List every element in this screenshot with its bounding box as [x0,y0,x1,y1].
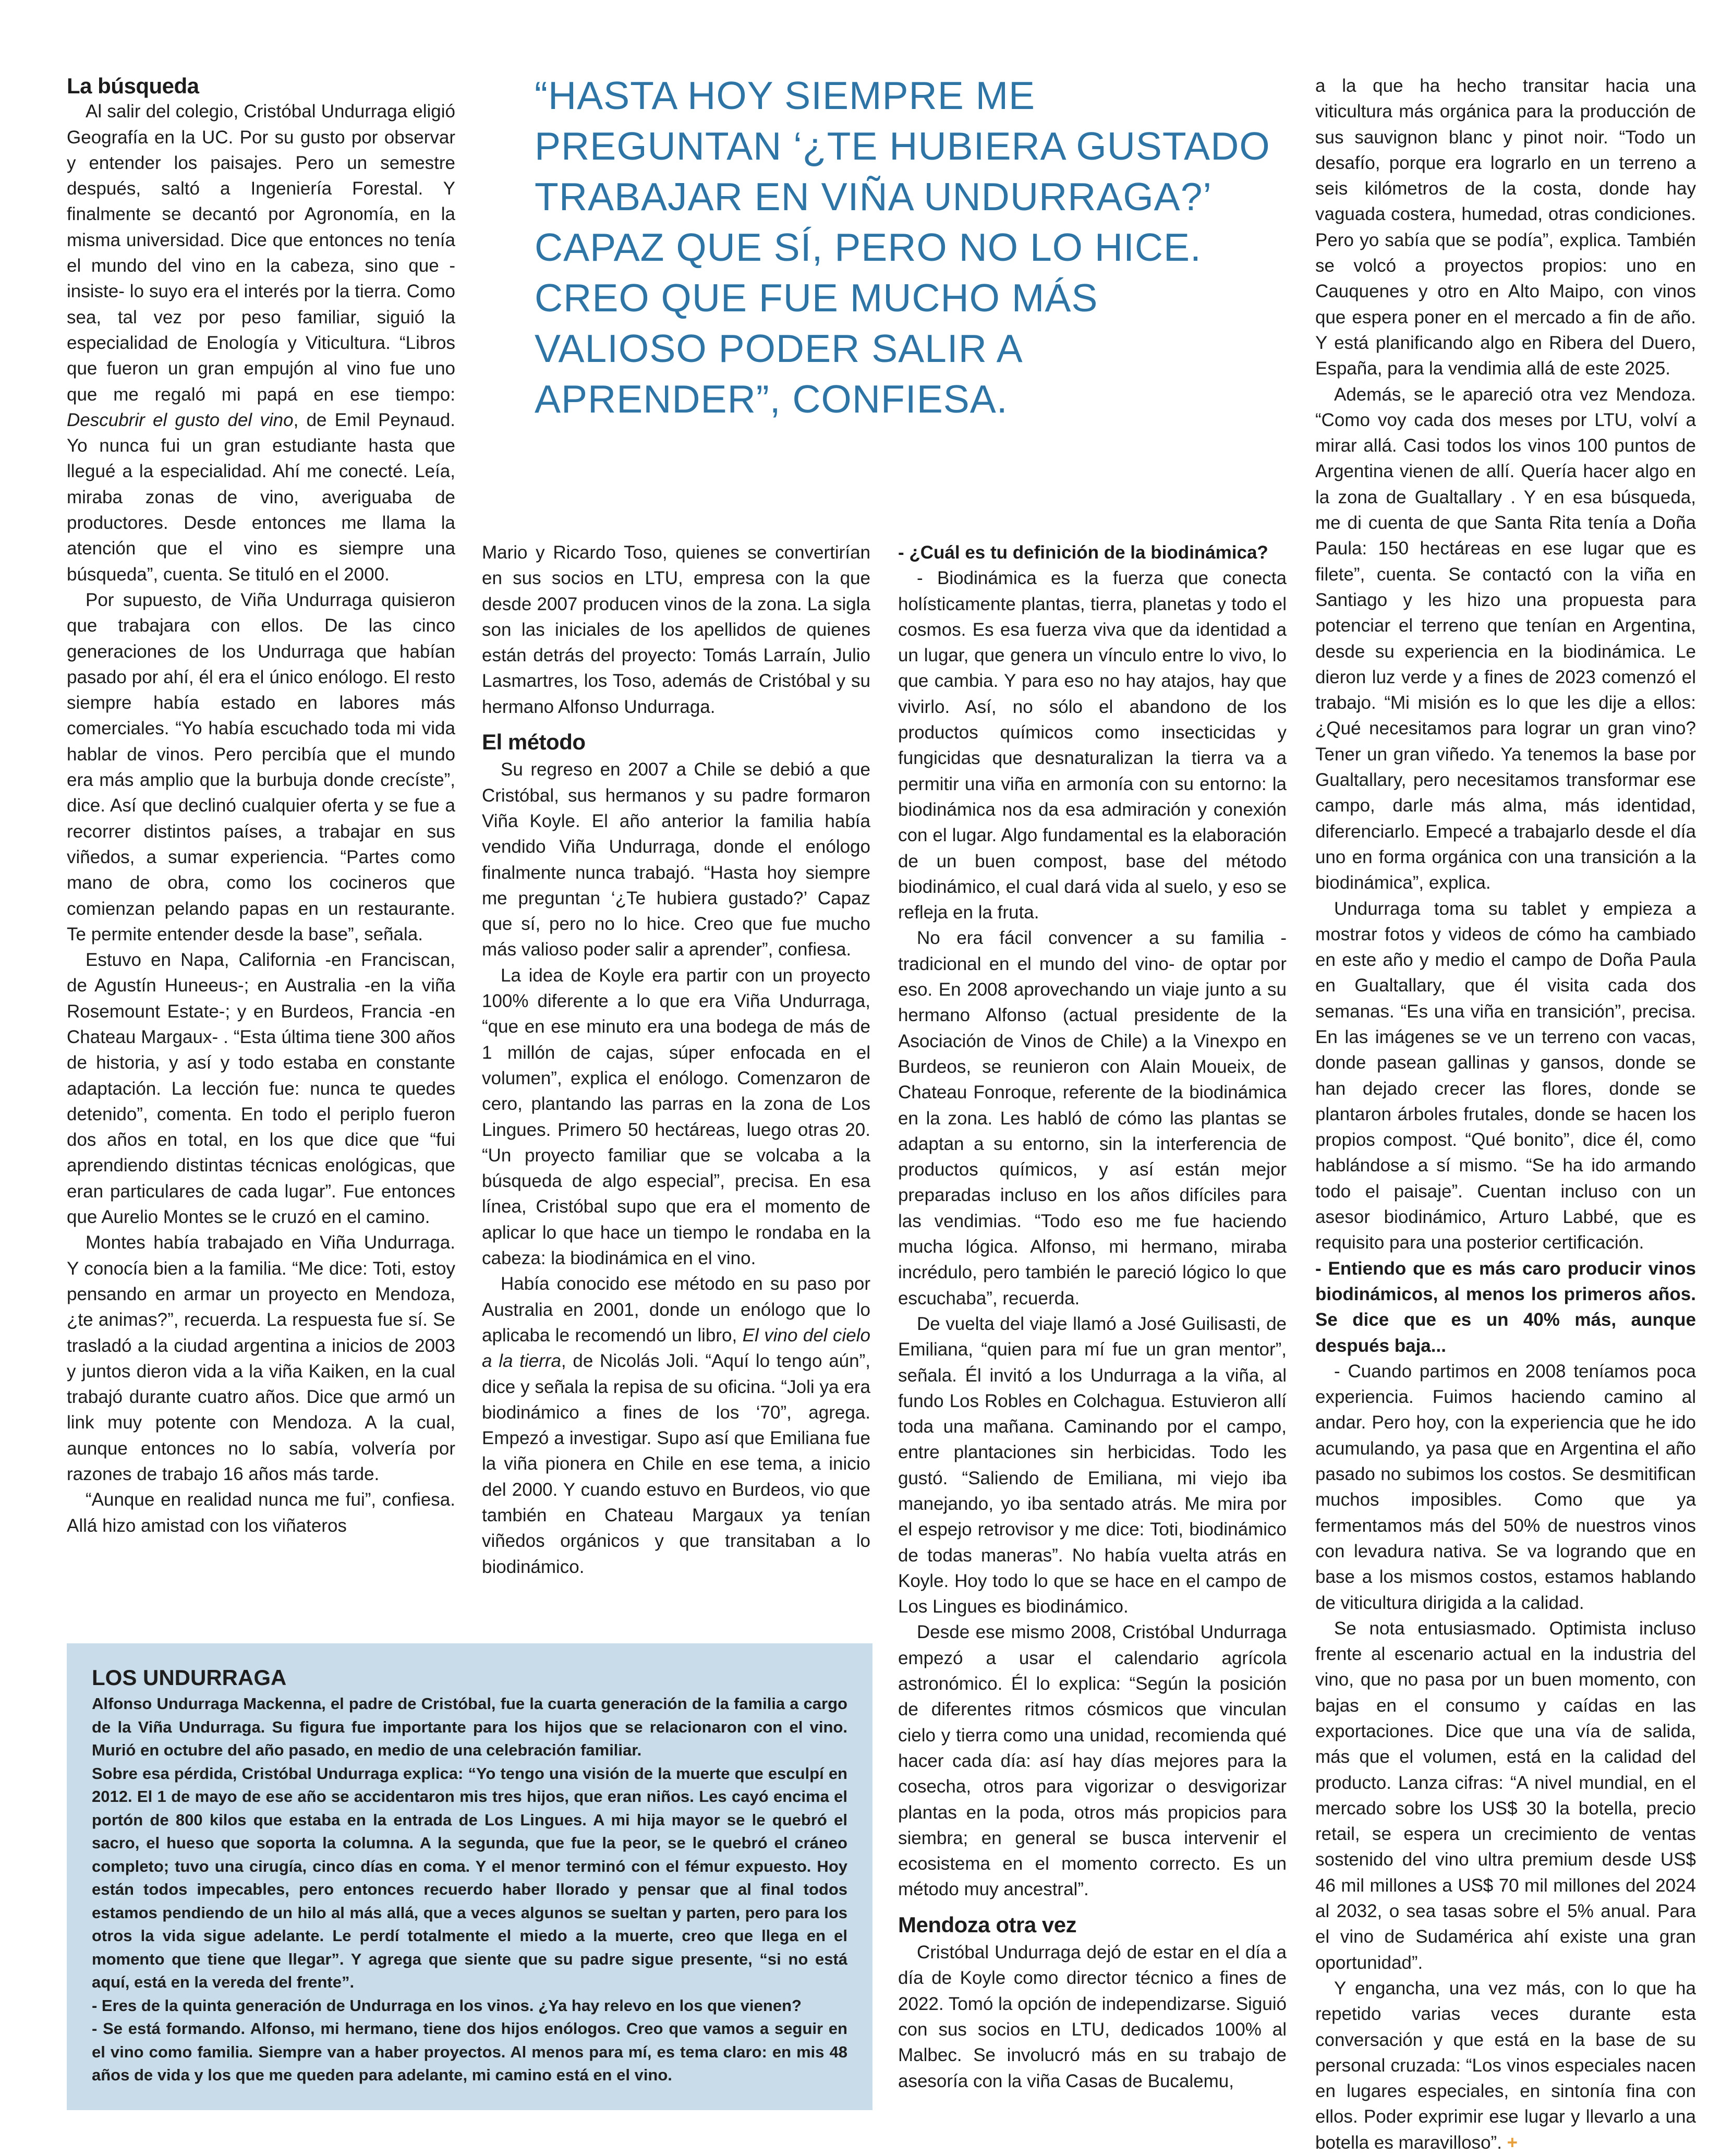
interview-question: - Entiendo que es más caro producir vinos biodinámicos, al menos los primeros años. Se dice que es un 40% más, aunque después baja... [1315,1258,1696,1356]
paragraph: Montes había trabajado en Viña Undurraga. Y conocía bien a la familia. “Me dice: Toti, estoy pensando en armar un proyecto en Mendoza, ¿te animas?”, recuerda. La respuesta fue sí. Se trasladó a la ciudad argentina a inicios de 2003 y juntos dieron vida a la viña Kaiken, en la cual trabajó durante cuatro años. Dice que armó un link muy potente con Mendoza. A la cual, aunque entonces no lo sabía, volvería por razones de trabajo 16 años más tarde. [67,1232,455,1485]
paragraph: Undurraga toma su tablet y empieza a mostrar fotos y videos de cómo ha cambiado en este año y medio el campo de Doña Paula en Gualtallary, que él visita cada dos semanas. “Es una viña en transición”, precisa. En las imágenes se ve un terreno con vacas, donde pasean gallinas y gansos, donde se han dejado crecer las flores, donde se plantaron árboles frutales, donde se hacen los propios compost. “Qué bonito”, dice él, como hablándose a sí mismo. “Se ha ido armando todo el paisaje”. Cuentan incluso con un asesor biodinámico, Arturo Labbé, que es requisito para una posterior certificación. [1315,898,1696,1253]
interview-answer: - Cuando partimos en 2008 teníamos poca experiencia. Fuimos haciendo camino al andar. Pero hoy, con la experiencia que he ido acumulando, ya pasa que en Argentina el año pasado no subimos los costos. Se desmitifican muchos imposibles. Como que ya fermentamos más del 50% de nuestros vinos con levadura nativa. Se va logrando que en base a los mismos costos, estamos hablando de viticultura dirigida a la calidad. [1315,1361,1696,1613]
paragraph: La idea de Koyle era partir con un proyecto 100% diferente a lo que era Viña Undurraga, “que en ese minuto era una bodega de más de 1 millón de cajas, súper enfocada en el volumen”, explica el enólogo. Comenzaron de cero, plantando las parras en la zona de Los Lingues. Primero 50 hectáreas, luego otras 20. “Un proyecto familiar que se volcaba a la búsqueda de algo especial”, precisa. En esa línea, Cristóbal supo que era el momento de aplicar lo que hace un tiempo le rondaba en la cabeza: la biodinámica en el vino. [482,965,870,1269]
section-heading-el-metodo: El método [482,730,586,755]
paragraph: Se nota entusiasmado. Optimista incluso frente al escenario actual en la industria del vino, que no pasa por un buen momento, con bajas en el consumo y caídas en las exportaciones. Dice que una vía de salida, más que el volumen, está en la calidad del producto. Lanza cifras: “A nivel mundial, en el mercado sobre los US$ 30 la botella, precio retail, se espera un crecimiento de ventas sostenido del vino ultra premium desde US$ 46 mil millones a US$ 70 mil millones del 2024 al 2032, o sea tasas sobre el 5% anual. Para el vino de Sudamérica ahí existe una gran oportunidad”. [1315,1618,1696,1973]
interview-answer: - Biodinámica es la fuerza que conecta holísticamente plantas, tierra, planetas y todo el cosmos. Es esa fuerza viva que da identidad a un lugar, que genera un vínculo entre lo vivo, lo que cambia. Y para eso no hay atajos, hay que vivirlo. Así, no sólo el abandono de los productos químicos como insecticidas y fungicidas que desnaturalizan la tierra va a permitir una viña en armonía con su entorno: la biodinámica nos da esa admiración y conexión con el lugar. Algo fundamental es la elaboración de un buen compost, base del método biodinámico, el cual dará vida al suelo, y eso se refleja en la fruta. [898,568,1287,923]
book-title: Descubrir el gusto del vino [67,409,294,430]
sidebar-box-los-undurraga [67,1643,872,2110]
column-4 [1315,73,1696,2155]
paragraph: Desde ese mismo 2008, Cristóbal Undurraga empezó a usar el calendario agrícola astronómico. Él lo explica: “Según la posición de diferentes ritmos cósmicos que vinculan cielo y tierra como una unidad, recomienda qué hacer cada día: así hay días mejores para la cosecha, otros para vigorizar o desvigorizar plantas en la poda, otros más propicios para siembra; en general se busca intervenir el ecosistema en el momento correcto. Es un método muy ancestral”. [898,1622,1287,1900]
paragraph: No era fácil convencer a su familia -tradicional en el mundo del vino- de optar por eso. En 2008 aprovechando un viaje junto a su hermano Alfonso (actual presidente de la Asociación de Vinos de Chile) a la Vinexpo en Burdeos, se reunieron con Alain Moueix, de Chateau Fonroque, referente de la biodinámica en la zona. Les habló de cómo las plantas se adaptan a su entorno, sin la interferencia de productos químicos, y así están mejor preparadas incluso en los años difíciles para las vendimias. “Todo eso me fue haciendo mucha lógica. Alfonso, mi hermano, miraba incrédulo, pero también le pareció lógico lo que escuchaba”, recuerda. [898,928,1287,1309]
sidebar-paragraph: Alfonso Undurraga Mackenna, el padre de Cristóbal, fue la cuarta generación de la familia a cargo de la Viña Undurraga. Su figura fue importante para los hijos que se relacionaron con el vino. Murió en octubre del año pasado, en medio de una celebración familiar. [92,1694,847,1759]
paragraph: Cristóbal Undurraga dejó de estar en el día a día de Koyle como director técnico a fines de 2022. Tomó la opción de independizarse. Siguió con sus socios en LTU, dedicados 100% al Malbec. Se involucró más en su trabajo de asesoría con la viña Casas de Bucalemu, [898,1942,1287,2091]
column-2 [482,540,870,1580]
column-3 [898,540,1287,2094]
section-heading-la-busqueda: La búsqueda [67,74,199,98]
paragraph: Mario y Ricardo Toso, quienes se convertirían en sus socios en LTU, empresa con la que desde 2007 producen vinos de la zona. La sigla son las iniciales de los apellidos de quienes están detrás del proyecto: Tomás Larraín, Julio Lasmartres, los Toso, además de Cristóbal y su hermano Alfonso Undurraga. [482,542,870,717]
interview-question: - ¿Cuál es tu definición de la biodinámica? [898,542,1268,563]
paragraph: Al salir del colegio, Cristóbal Undurraga eligió Geografía en la UC. Por su gusto por observar y entender los paisajes. Pero un semestre después, saltó a Ingeniería Forestal. Y finalmente se decantó por Agronomía, en la misma universidad. Dice que entonces no tenía el mundo del vino en la cabeza, sino que -insiste- lo suyo era el interés por la tierra. Como sea, tal vez por peso familiar, siguió la especialidad de Enología y Viticultura. “Libros que fueron un gran empujón al vino fue uno que me regaló mi papá en ese tiempo: Descubrir el gusto del vino, de Emil Peynaud. Yo nunca fui un gran estudiante hasta que llegué a la especialidad. Ahí me conecté. Leía, miraba zonas de vino, averiguaba de productores. Desde entonces me llama la atención que el vino es siempre una búsqueda”, cuenta. Se tituló en el 2000. [67,101,455,585]
sidebar-answer: - Se está formando. Alfonso, mi hermano, tiene dos hijos enólogos. Creo que vamos a seguir en el vino como familia. Siempre van a haber proyectos. Al menos para mí, es tema claro: en mis 48 años de vida y los que me queden para adelante, mi camino está en el vino. [92,2019,847,2084]
paragraph: Y engancha, una vez más, con lo que ha repetido varias veces durante esta conversación y que está en la base de su personal cruzada: “Los vinos especiales nacen en lugares especiales, en sintonía fina con ellos. Poder exprimir ese lugar y llevarlo a una botella es maravilloso”. + [1315,1978,1696,2153]
paragraph: Su regreso en 2007 a Chile se debió a que Cristóbal, sus hermanos y su padre formaron Viña Koyle. El año anterior la familia había vendido Viña Undurraga, donde el enólogo finalmente nunca trabajó. “Hasta hoy siempre me preguntan ‘¿Te hubiera gustado?’ Capaz que sí, pero no lo hice. Creo que fue mucho más valioso poder salir a aprender”, confiesa. [482,759,870,960]
paragraph: Estuvo en Napa, California -en Franciscan, de Agustín Huneeus-; en Australia -en la viña Rosemount Estate-; y en Burdeos, Francia -en Chateau Margaux- . “Esta última tiene 300 años de historia, y así y todo estaba en constante adaptación. La lección fue: nunca te quedes detenido”, comenta. En todo el periplo fueron dos años en total, en los que dice que “fui aprendiendo distintas técnicas enológicas, que eran particulares de cada lugar”. Fue entonces que Aurelio Montes se le cruzó en el camino. [67,950,455,1228]
sidebar-title: LOS UNDURRAGA [92,1665,287,1690]
paragraph: Por supuesto, de Viña Undurraga quisieron que trabajara con ellos. De las cinco generaciones de los Undurraga que habían pasado por ahí, él era el único enólogo. El resto siempre había estado en labores más comerciales. “Yo había escuchado toda mi vida hablar de vinos. Pero percibía que el mundo era más amplio que la burbuja donde crecíste”, dice. Así que declinó cualquier oferta y se fue a recorrer distintos países, a trabajar en sus viñedos, a sumar experiencia. “Partes como mano de obra, como los cocineros que comienzan pelando papas en un restaurante. Te permite entender desde la base”, señala. [67,589,455,944]
paragraph: Además, se le apareció otra vez Mendoza. “Como voy cada dos meses por LTU, volví a mirar allá. Casi todos los vinos 100 puntos de Argentina vienen de allí. Quería hacer algo en la zona de Gualtallary . Y en esa búsqueda, me di cuenta de que Santa Rita tenía a Doña Paula: 150 hectáreas en ese lugar que es filete”, cuenta. Se contactó con la viña en Santiago y les hizo una propuesta para potenciar el terreno que tenían en Argentina, desde su experiencia en la biodinámica. Le dieron luz verde y a fines de 2023 comenzó el trabajo. “Mi misión es lo que les dije a ellos: ¿Qué necesitamos para lograr un gran vino? Tener un gran viñedo. Ya tenemos la base por Gualtallary, pero necesitamos transformar ese campo, darle más alma, más identidad, diferenciarlo. Empecé a trabajarlo desde el día uno en forma orgánica con una transición a la biodinámica”, explica. [1315,384,1696,893]
paragraph: “Aunque en realidad nunca me fui”, confiesa. Allá hizo amistad con los viñateros [67,1489,455,1536]
book-title: El vino del cielo a la tierra [482,1325,870,1372]
pull-quote: “HASTA HOY SIEMPRE ME PREGUNTAN ‘¿TE HUBIERA GUSTADO TRABAJAR EN VIÑA UNDURRAGA?’ CAPAZ QUE SÍ, PERO NO LO HICE. CREO QUE FUE MUCHO MÁS VALIOSO PODER SALIR A APRENDER”, CONFIESA. [535,74,1270,421]
paragraph: a la que ha hecho transitar hacia una viticultura más orgánica para la producción de sus sauvignon blanc y pinot noir. “Todo un desafío, porque era lograrlo en un terreno a seis kilómetros de la costa, donde hay vaguada costera, humedad, otras condiciones. Pero yo sabía que se podía”, explica. También se volcó a proyectos propios: uno en Cauquenes y otro en Alto Maipo, con vinos que espera poner en el mercado a fin de año. Y está planificando algo en Ribera del Duero, España, para la vendimia allá de este 2025. [1315,76,1696,379]
section-heading-mendoza-otra-vez: Mendoza otra vez [898,1912,1077,1937]
paragraph: Había conocido ese método en su paso por Australia en 2001, donde un enólogo que lo aplicaba le recomendó un libro, El vino del cielo a la tierra, de Nicolás Joli. “Aquí lo tengo aún”, dice y señala la repisa de su oficina. “Joli ya era biodinámico a fines de los ‘70”, agrega. Empezó a investigar. Supo así que Emiliana fue la viña pionera en Chile en ese tema, a inicio del 2000. Y cuando estuvo en Burdeos, vio que también en Chateau Margaux ya tenían viñedos orgánicos y que transitaban a lo biodinámico. [482,1274,870,1577]
paragraph: De vuelta del viaje llamó a José Guilisasti, de Emiliana, “quien para mí fue un gran mentor”, señala. Él invitó a los Undurraga a la viña, al fundo Los Robles en Colchagua. Estuvieron allí toda una mañana. Caminando por el campo, entre plantaciones sin herbicidas. Todo les gustó. “Saliendo de Emiliana, mi viejo iba manejando, yo iba sentado atrás. Me mira por el espejo retrovisor y me dice: Toti, biodinámico de todas maneras”. No había vuelta atrás en Koyle. Hoy todo lo que se hace en el campo de Los Lingues es biodinámico. [898,1313,1287,1617]
sidebar-paragraph: Sobre esa pérdida, Cristóbal Undurraga explica: “Yo tengo una visión de la muerte que esculpí en 2012. El 1 de mayo de ese año se accidentaron mis tres hijos, que eran niños. Les cayó encima el portón de 800 kilos que estaba en la entrada de Los Lingues. A mi hija mayor se le quebró el sacro, el hueso que soporta la columna. A la segunda, que fue la peor, se le quebró el cráneo completo; tuvo una cirugía, cinco días en coma. Y el menor terminó con el fémur expuesto. Hoy están todos impecables, pero entonces recuerdo haber llorado y pensar que al final todos estamos pendiendo de un hilo al más allá, que a veces algunos se sueltan y parten, pero para los otros la vida sigue adelante. Le perdí totalmente el miedo a la muerte, creo que llega en el momento que tiene que llegar”. Y agrega que siente que su padre sigue presente, “si no está aquí, está en la vereda del frente”. [92,1764,847,1991]
column-1 [67,73,455,1539]
sidebar-question: - Eres de la quinta generación de Undurraga en los vinos. ¿Ya hay relevo en los que vienen? [92,1996,802,2015]
end-mark-icon: + [1507,2132,1518,2153]
